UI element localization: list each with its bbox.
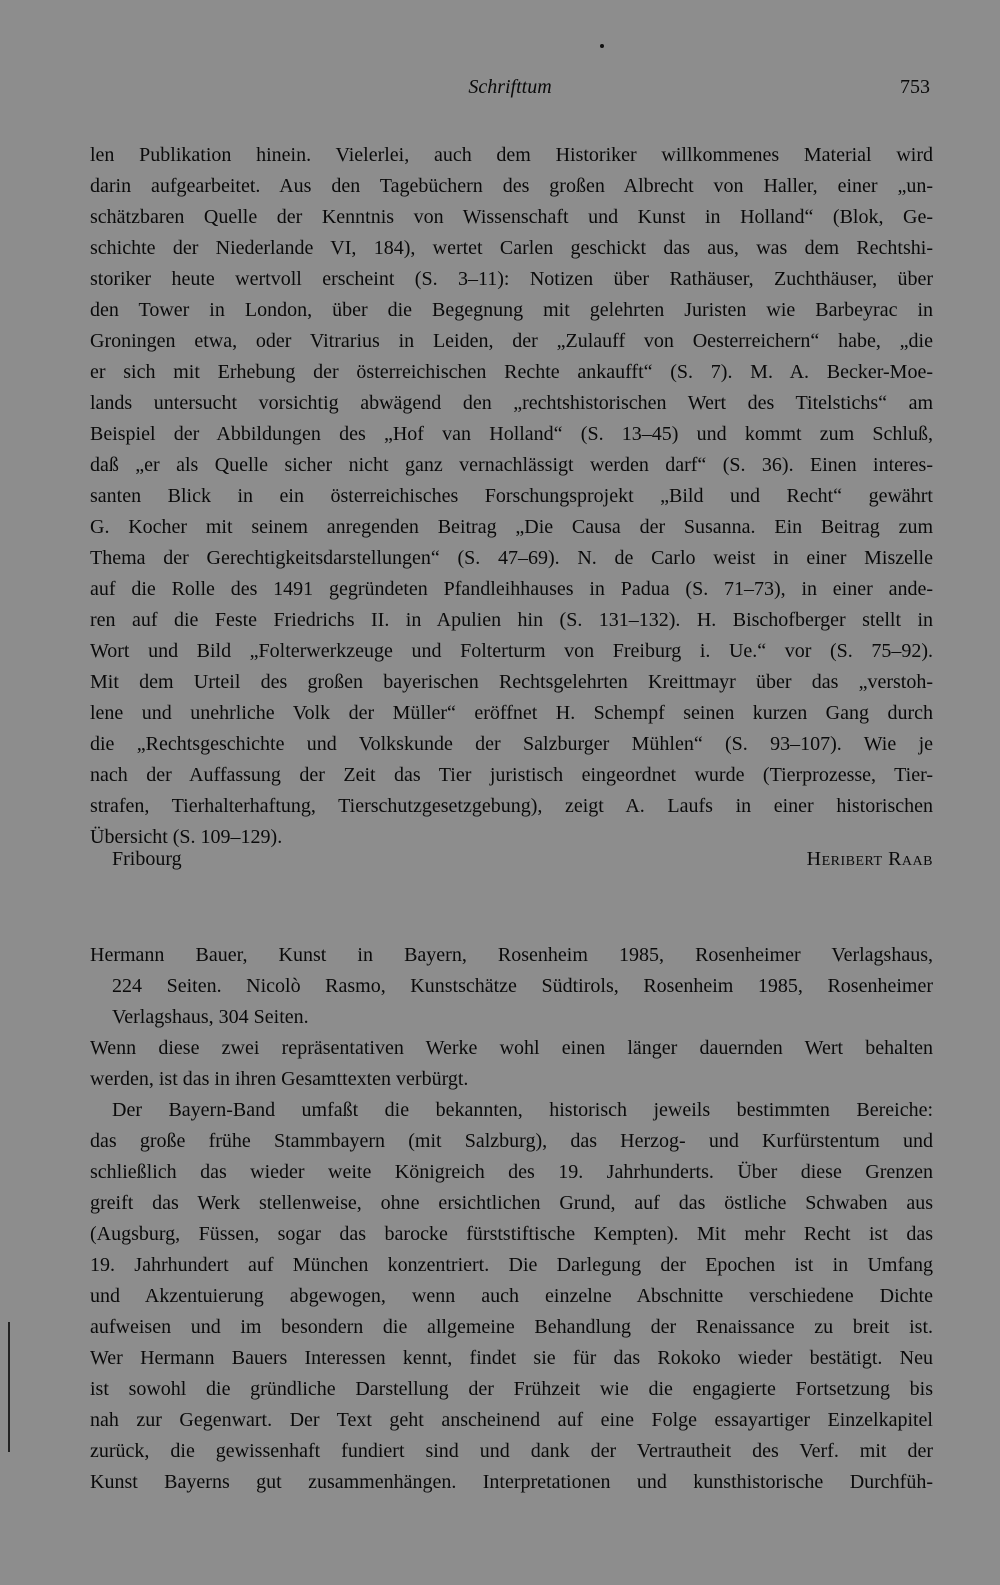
text-line: storiker heute wertvoll erscheint (S. 3–11): Notizen über Rathäuser, Zuchthäuser, über xyxy=(90,268,933,290)
text-line: Wort und Bild „Folterwerkzeuge und Folterturm von Freiburg i. Ue.“ vor (S. 75–92). xyxy=(90,640,933,662)
biblio-line: 224 Seiten. Nicolò Rasmo, Kunstschätze Südtirols, Rosenheim 1985, Rosenheimer xyxy=(112,975,933,997)
text-line: nah zur Gegenwart. Der Text geht anscheinend auf eine Folge essayartiger Einzelkapitel xyxy=(90,1409,933,1431)
biblio-line: Hermann Bauer, Kunst in Bayern, Rosenheim 1985, Rosenheimer Verlagshaus, xyxy=(90,944,933,966)
text-line: lene und unehrliche Volk der Müller“ eröffnet H. Schempf seinen kurzen Gang durch xyxy=(90,702,933,724)
page-number: 753 xyxy=(900,76,930,98)
signature-place: Fribourg xyxy=(112,848,182,870)
text-line: schätzbaren Quelle der Kenntnis von Wissenschaft und Kunst in Holland“ (Blok, Ge- xyxy=(90,206,933,228)
text-line: Wer Hermann Bauers Interessen kennt, findet sie für das Rokoko wieder bestätigt. Neu xyxy=(90,1347,933,1369)
text-line: strafen, Tierhalterhaftung, Tierschutzgesetzgebung), zeigt A. Laufs in einer historischen xyxy=(90,795,933,817)
signature-author: Heribert Raab xyxy=(806,848,933,870)
text-line: zurück, die gewissenhaft fundiert sind und dank der Vertrautheit des Verf. mit der xyxy=(90,1440,933,1462)
text-line: Thema der Gerechtigkeitsdarstellungen“ (S. 47–69). N. de Carlo weist in einer Miszelle xyxy=(90,547,933,569)
text-line: Der Bayern-Band umfaßt die bekannten, historisch jeweils bestimmten Bereiche: xyxy=(112,1099,933,1121)
text-line: Mit dem Urteil des großen bayerischen Rechtsgelehrten Kreittmayr über das „verstoh- xyxy=(90,671,933,693)
text-line: schichte der Niederlande VI, 184), wertet Carlen geschickt das aus, was dem Rechtshi- xyxy=(90,237,933,259)
text-line: 19. Jahrhundert auf München konzentriert. Die Darlegung der Epochen ist in Umfang xyxy=(90,1254,933,1276)
text-line: lands untersucht vorsichtig abwägend den „rechtshistorischen Wert des Titelstichs“ am xyxy=(90,392,933,414)
text-line: schließlich das wieder weite Königreich des 19. Jahrhunderts. Über diese Grenzen xyxy=(90,1161,933,1183)
text-line: G. Kocher mit seinem anregenden Beitrag „Die Causa der Susanna. Ein Beitrag zum xyxy=(90,516,933,538)
text-line: Beispiel der Abbildungen des „Hof van Holland“ (S. 13–45) und kommt zum Schluß, xyxy=(90,423,933,445)
running-header xyxy=(90,76,930,106)
text-line: aufweisen und im besondern die allgemeine Behandlung der Renaissance zu breit ist. xyxy=(90,1316,933,1338)
print-speck xyxy=(600,44,604,48)
bibliographic-entry xyxy=(90,940,933,1033)
margin-scan-rule xyxy=(8,1322,10,1452)
text-line: (Augsburg, Füssen, sogar das barocke fürststiftische Kempten). Mit mehr Recht ist das xyxy=(90,1223,933,1245)
text-line: daß „er als Quelle sicher nicht ganz vernachlässigt werden darf“ (S. 36). Einen interes- xyxy=(90,454,933,476)
text-line: werden, ist das in ihren Gesamttexten verbürgt. xyxy=(90,1068,469,1090)
text-line: nach der Auffassung der Zeit das Tier juristisch eingeordnet wurde (Tierprozesse, Tier- xyxy=(90,764,933,786)
text-line: greift das Werk stellenweise, ohne ersichtlichen Grund, auf das östliche Schwaben aus xyxy=(90,1192,933,1214)
text-line: ren auf die Feste Friedrichs II. in Apulien hin (S. 131–132). H. Bischofberger stellt in xyxy=(90,609,933,631)
text-line: und Akzentuierung abgewogen, wenn auch einzelne Abschnitte verschiedene Dichte xyxy=(90,1285,933,1307)
text-line: auf die Rolle des 1491 gegründeten Pfandleihhauses in Padua (S. 71–73), in einer ande- xyxy=(90,578,933,600)
running-title: Schrifttum xyxy=(468,76,552,98)
text-line: len Publikation hinein. Vielerlei, auch dem Historiker willkommenes Material wird xyxy=(90,144,933,166)
review-continuation-text xyxy=(90,140,933,853)
text-line: darin aufgearbeitet. Aus den Tagebüchern des großen Albrecht von Haller, einer „un- xyxy=(90,175,933,197)
text-line: das große frühe Stammbayern (mit Salzburg), das Herzog- und Kurfürstentum und xyxy=(90,1130,933,1152)
text-line: Übersicht (S. 109–129). xyxy=(90,826,283,848)
review-signature xyxy=(90,844,933,875)
text-line: er sich mit Erhebung der österreichischen Rechte ankaufft“ (S. 7). M. A. Becker-Moe- xyxy=(90,361,933,383)
text-line: ist sowohl die gründliche Darstellung der Frühzeit wie die engagierte Fortsetzung bis xyxy=(90,1378,933,1400)
text-line: Groningen etwa, oder Vitrarius in Leiden, der „Zulauff von Oesterreichern“ habe, „die xyxy=(90,330,933,352)
biblio-line: Verlagshaus, 304 Seiten. xyxy=(112,1006,309,1028)
text-line: Kunst Bayerns gut zusammenhängen. Interpretationen und kunsthistorische Durchfüh- xyxy=(90,1471,933,1493)
text-line: santen Blick in ein österreichisches Forschungsprojekt „Bild und Recht“ gewährt xyxy=(90,485,933,507)
text-line: die „Rechtsgeschichte und Volkskunde der Salzburger Mühlen“ (S. 93–107). Wie je xyxy=(90,733,933,755)
review-body-text xyxy=(90,1033,933,1498)
text-line: den Tower in London, über die Begegnung mit gelehrten Juristen wie Barbeyrac in xyxy=(90,299,933,321)
text-line: Wenn diese zwei repräsentativen Werke wohl einen länger dauernden Wert behalten xyxy=(90,1037,933,1059)
